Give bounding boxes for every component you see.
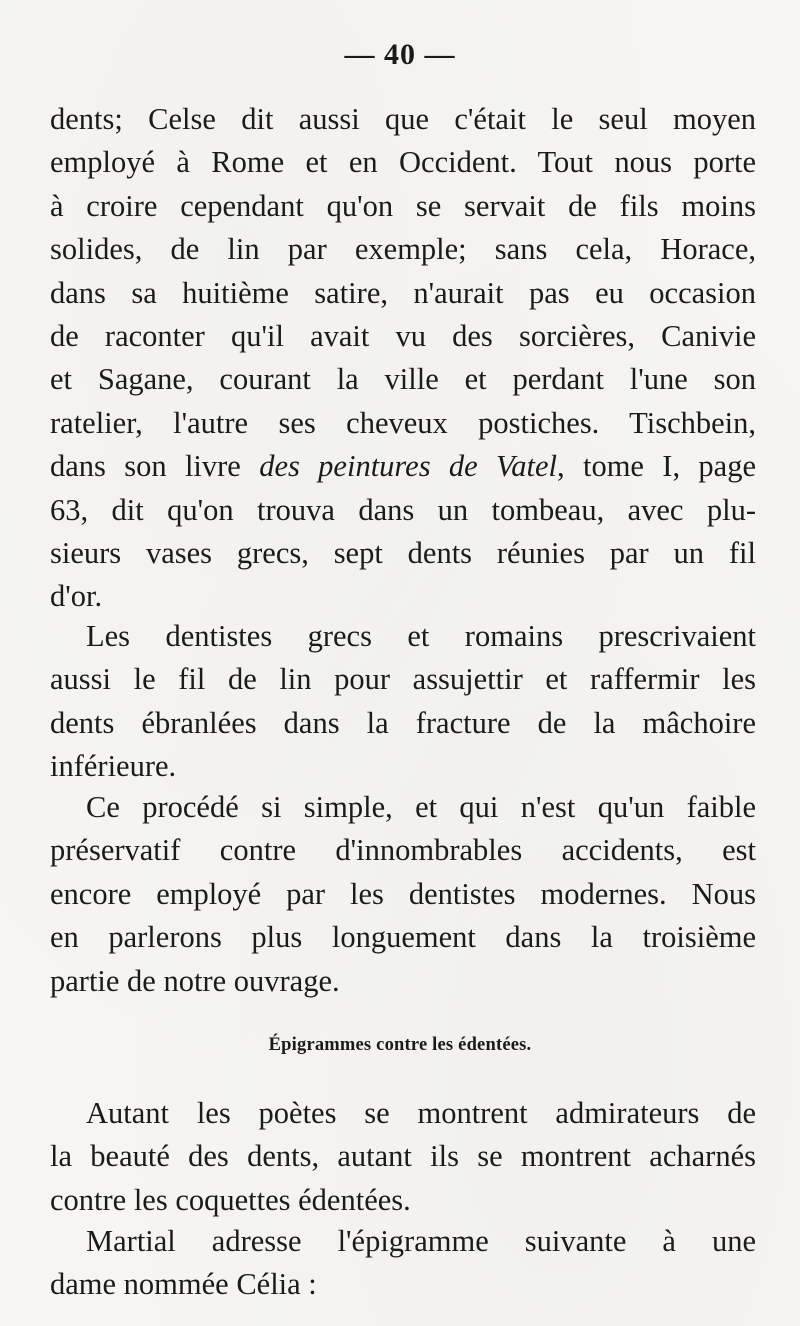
text-line: employé à Rome et en Occident. Tout nous porte: [50, 145, 756, 180]
paragraph-1: [50, 98, 756, 619]
text-run: dans son livre: [50, 449, 260, 484]
paragraph-5: [50, 1220, 756, 1307]
text-line: partie de notre ouvrage.: [50, 963, 340, 998]
text-line: dents; Celse dit aussi que c'était le seul moyen: [50, 102, 756, 136]
text-line: dame nommée Célia :: [50, 1267, 317, 1302]
text-line: préservatif contre d'innombrables accidents, est: [50, 833, 756, 868]
paragraph-3: [50, 786, 756, 1003]
text-line: solides, de lin par exemple; sans cela, Horace,: [50, 232, 756, 267]
text-line: encore employé par les dentistes modernes. Nous: [50, 876, 756, 911]
text-line-with-italic: [50, 445, 756, 488]
text-line: de raconter qu'il avait vu des sorcières, Canivie: [50, 318, 756, 353]
book-title-italic: des peintures de Vatel: [259, 449, 558, 484]
text-run: , tome I, page: [557, 449, 756, 484]
text-line: à croire cependant qu'on se servait de fils moins: [50, 188, 756, 223]
text-line: 63, dit qu'on trouva dans un tombeau, avec plu-: [50, 492, 756, 527]
text-line: aussi le fil de lin pour assujettir et raffermir les: [50, 662, 756, 697]
text-line: la beauté des dents, autant ils se montrent acharnés: [50, 1139, 756, 1174]
text-line: Martial adresse l'épigramme suivante à une: [86, 1224, 756, 1258]
text-line: et Sagane, courant la ville et perdant l'une son: [50, 362, 756, 397]
page-number: — 40 —: [344, 38, 456, 71]
text-line: sieurs vases grecs, sept dents réunies par un fil: [50, 535, 756, 570]
text-line: dents ébranlées dans la fracture de la mâchoire: [50, 705, 756, 740]
text-line: dans sa huitième satire, n'aurait pas eu occasion: [50, 275, 756, 310]
text-line: en parlerons plus longuement dans la troisième: [50, 920, 756, 955]
text-line: d'or.: [50, 579, 103, 614]
text-line: Autant les poètes se montrent admirateurs de: [86, 1096, 756, 1130]
paragraph-4: [50, 1092, 756, 1222]
text-line: ratelier, l'autre ses cheveux postiches. Tischbein,: [50, 405, 756, 440]
section-heading: Épigrammes contre les édentées.: [268, 1035, 532, 1055]
text-line: inférieure.: [50, 749, 177, 784]
text-line: Ce procédé si simple, et qui n'est qu'un faible: [86, 790, 756, 824]
text-line: Les dentistes grecs et romains prescrivaient: [86, 619, 756, 653]
paragraph-2: [50, 615, 756, 789]
text-line: contre les coquettes édentées.: [50, 1182, 411, 1217]
